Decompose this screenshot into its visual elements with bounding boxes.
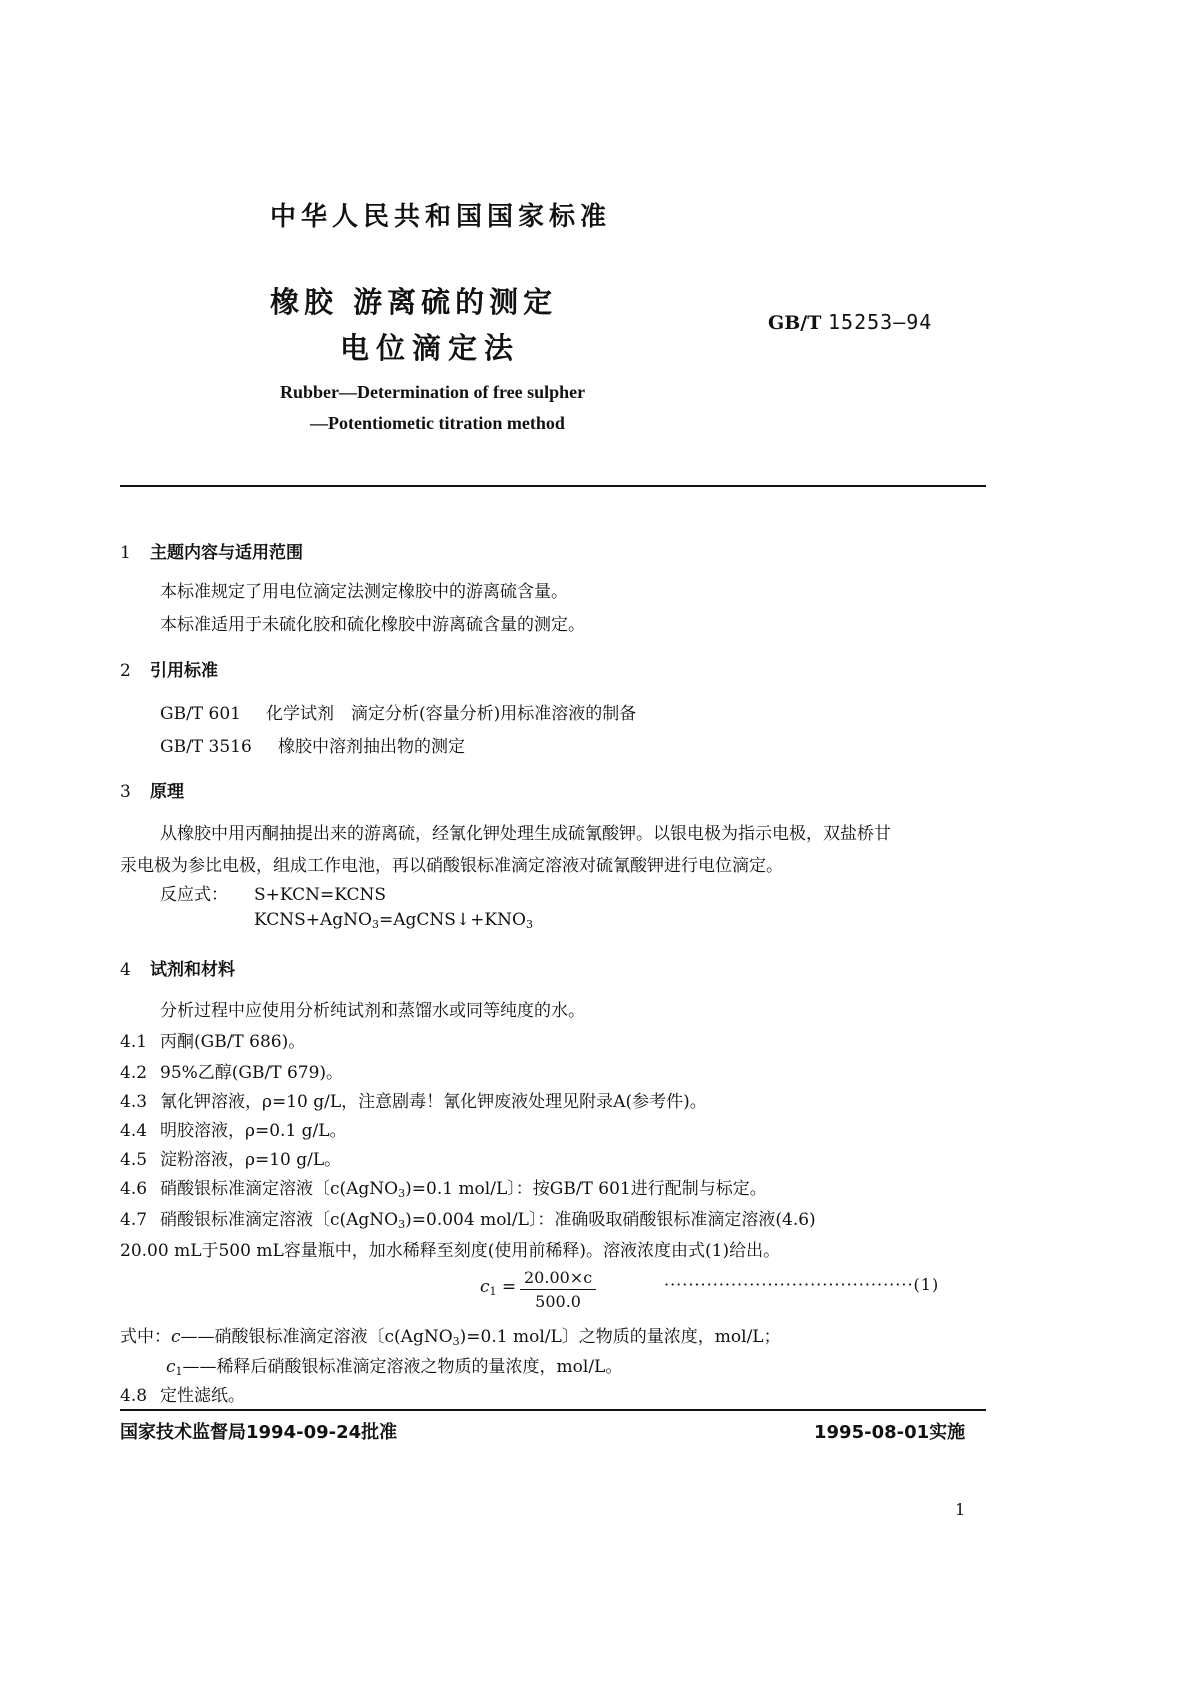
section-number: 4 xyxy=(120,960,131,980)
item-number: 4.4 xyxy=(120,1121,148,1141)
national-standard-heading: 中华人民共和国国家标准 xyxy=(270,202,612,232)
paragraph: 本标准适用于未硫化胶和硫化橡胶中游离硫含量的测定。 xyxy=(160,615,585,635)
formula-denominator: 500.0 xyxy=(535,1292,581,1311)
section-number: 3 xyxy=(120,782,131,802)
list-item xyxy=(120,1205,816,1231)
item-number: 4.5 xyxy=(120,1150,148,1170)
section-title: 引用标准 xyxy=(150,661,218,681)
list-item xyxy=(120,1087,707,1112)
item-text: )=0.1 mol/L〕：按GB/T 601进行配制与标定。 xyxy=(405,1179,767,1199)
section-4-heading xyxy=(120,955,235,980)
subscript: 3 xyxy=(372,918,379,931)
formula-symbol: c xyxy=(480,1277,490,1297)
subscript: 3 xyxy=(452,1335,460,1348)
reaction-1 xyxy=(160,880,386,905)
list-item xyxy=(120,1116,347,1141)
item-number: 4.7 xyxy=(120,1210,148,1230)
item-text: 95%乙醇(GB/T 679)。 xyxy=(160,1063,344,1083)
header-divider xyxy=(120,485,986,487)
reference-2 xyxy=(160,732,465,757)
item-text: 硝酸银标准滴定溶液〔c(AgNO xyxy=(160,1179,399,1199)
page-number: 1 xyxy=(955,1500,966,1519)
formula-numerator: 20.00×c xyxy=(520,1268,596,1290)
standard-code-number: 15253—94 xyxy=(828,310,933,334)
standard-code-prefix: GB/T xyxy=(768,312,822,334)
standard-code xyxy=(768,310,932,334)
section-title: 主题内容与适用范围 xyxy=(150,543,303,563)
section-title: 试剂和材料 xyxy=(150,960,235,980)
paragraph: 汞电极为参比电极，组成工作电池，再以硝酸银标准滴定溶液对硫氰酸钾进行电位滴定。 xyxy=(120,856,783,876)
section-3-heading xyxy=(120,777,184,802)
reference-title: 化学试剂 滴定分析(容量分析)用标准溶液的制备 xyxy=(266,704,637,724)
item-text: 丙酮(GB/T 686)。 xyxy=(160,1032,306,1052)
list-item xyxy=(120,1027,305,1052)
where-line-2 xyxy=(166,1352,622,1378)
subscript: 1 xyxy=(489,1285,497,1298)
item-number: 4.6 xyxy=(120,1179,148,1199)
formula-leader-dots: ········································· xyxy=(664,1275,914,1294)
approval-date: 国家技术监督局1994-09-24批准 xyxy=(120,1422,398,1443)
english-title-line-1: Rubber—Determination of free sulpher xyxy=(280,382,586,402)
english-title-line-2: —Potentiometic titration method xyxy=(310,413,565,433)
section-title: 原理 xyxy=(150,782,184,802)
title-line-2: 电位滴定法 xyxy=(340,331,521,365)
item-number: 4.8 xyxy=(120,1386,148,1406)
subscript: 3 xyxy=(398,1218,406,1231)
reference-code: GB/T 3516 xyxy=(160,737,252,757)
title-line-1: 橡胶 游离硫的测定 xyxy=(270,285,558,319)
paragraph: 从橡胶中用丙酮抽提出来的游离硫，经氰化钾处理生成硫氰酸钾。以银电极为指示电极，双盐桥甘 xyxy=(160,824,891,844)
definition-text: )=0.1 mol/L〕之物质的量浓度，mol/L； xyxy=(459,1327,781,1347)
section-number: 1 xyxy=(120,543,131,563)
item-number: 4.1 xyxy=(120,1032,148,1052)
paragraph: 分析过程中应使用分析纯试剂和蒸馏水或同等纯度的水。 xyxy=(160,1001,585,1021)
subscript: 3 xyxy=(525,918,533,931)
reaction-part: =AgCNS↓+KNO xyxy=(379,910,526,930)
reference-code: GB/T 601 xyxy=(160,704,241,724)
formula-lhs: $c_1$ = xyxy=(480,1277,517,1298)
formula-fraction xyxy=(520,1268,596,1311)
item-text: )=0.004 mol/L〕：准确吸取硝酸银标准滴定溶液(4.6) xyxy=(405,1210,816,1230)
item-number: 4.3 xyxy=(120,1092,148,1112)
where-line-1 xyxy=(120,1322,781,1348)
section-number: 2 xyxy=(120,661,131,681)
formula-label: (1) xyxy=(913,1275,940,1294)
definition-text: ——稀释后硝酸银标准滴定溶液之物质的量浓度，mol/L。 xyxy=(182,1357,623,1377)
item-text: 定性滤纸。 xyxy=(160,1386,245,1406)
reaction-2 xyxy=(254,910,533,931)
subscript: 1 xyxy=(175,1365,183,1378)
section-1-heading xyxy=(120,538,303,563)
item-number: 4.2 xyxy=(120,1063,148,1083)
item-text: 硝酸银标准滴定溶液〔c(AgNO xyxy=(160,1210,399,1230)
formula-symbol: c xyxy=(171,1327,181,1347)
where-label: 式中： xyxy=(120,1327,171,1347)
list-item xyxy=(120,1058,343,1083)
reaction-part: KCNS+AgNO xyxy=(254,910,372,930)
paragraph: 本标准规定了用电位滴定法测定橡胶中的游离硫含量。 xyxy=(160,582,568,602)
formula-number xyxy=(664,1275,939,1294)
subscript: 3 xyxy=(398,1187,406,1200)
list-item xyxy=(120,1145,341,1170)
definition-text: ——硝酸银标准滴定溶液〔c(AgNO xyxy=(180,1327,453,1347)
formula-symbol: c xyxy=(166,1357,176,1377)
footer-divider xyxy=(120,1409,986,1411)
item-text: 淀粉溶液，ρ=10 g/L。 xyxy=(160,1150,342,1170)
reaction-label: 反应式： xyxy=(160,885,228,905)
reference-1 xyxy=(160,699,636,724)
list-item xyxy=(120,1174,767,1200)
reference-title: 橡胶中溶剂抽出物的测定 xyxy=(278,737,465,757)
list-item xyxy=(120,1381,245,1406)
effective-date: 1995-08-01实施 xyxy=(814,1422,966,1443)
section-2-heading xyxy=(120,656,218,681)
item-text: 氰化钾溶液，ρ=10 g/L，注意剧毒！氰化钾废液处理见附录A(参考件)。 xyxy=(160,1092,707,1112)
paragraph: 20.00 mL于500 mL容量瓶中，加水稀释至刻度(使用前稀释)。溶液浓度由式(1)给出。 xyxy=(120,1241,781,1261)
item-text: 明胶溶液，ρ=0.1 g/L。 xyxy=(160,1121,347,1141)
reaction-equation: S+KCN=KCNS xyxy=(254,885,387,905)
